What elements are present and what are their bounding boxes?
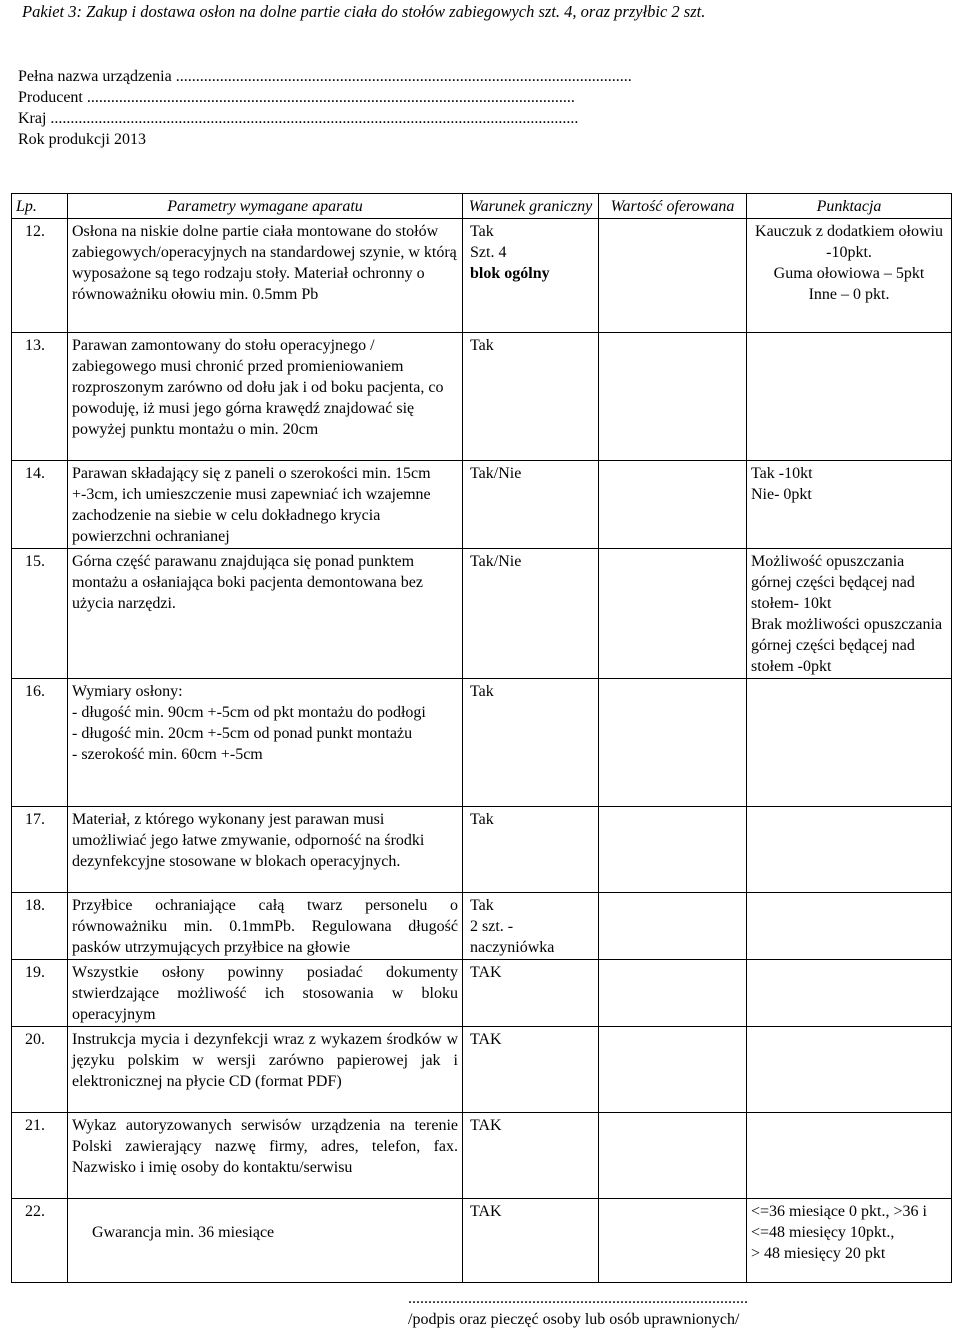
condition-value: Tak Szt. 4 xyxy=(470,223,507,261)
row-offered-value[interactable] xyxy=(599,219,747,333)
table-row xyxy=(12,960,952,1027)
condition-value: Tak xyxy=(470,683,494,700)
row-score xyxy=(747,333,952,461)
row-condition xyxy=(463,1199,599,1283)
table-row xyxy=(12,807,952,893)
device-name-line: Pełna nazwa urządzenia .................................................................................................................. xyxy=(18,68,632,85)
table-row xyxy=(12,679,952,807)
row-condition xyxy=(463,679,599,807)
row-score: Możliwość opuszczania górnej części będącej nad stołem- 10kt Brak możliwości opuszczania górnej części będącej nad stołem -0pkt xyxy=(747,549,952,679)
condition-value: Tak/Nie xyxy=(470,465,522,482)
condition-value: TAK xyxy=(470,1117,502,1134)
header-condition: Warunek graniczny xyxy=(463,194,599,219)
device-info xyxy=(18,66,878,150)
condition-value: Tak 2 szt. - naczyniówka xyxy=(470,897,555,956)
table-row xyxy=(12,219,952,333)
row-condition xyxy=(463,333,599,461)
production-year-line: Rok produkcji 2013 xyxy=(18,131,146,148)
row-offered-value[interactable] xyxy=(599,960,747,1027)
table-row xyxy=(12,461,952,549)
row-offered-value[interactable] xyxy=(599,893,747,960)
row-parameter: Materiał, z którego wykonany jest parawan musi umożliwiać jego łatwe zmywanie, odporność na środki dezynfekcyjne stosowane w blokach operacyjnych. xyxy=(68,807,463,893)
condition-value: Tak xyxy=(470,337,494,354)
row-score xyxy=(747,960,952,1027)
row-number: 19. xyxy=(12,960,68,1027)
row-parameter: Wszystkie osłony powinny posiadać dokumenty stwierdzające możliwość ich stosowania w bloku operacyjnym xyxy=(68,960,463,1027)
row-condition xyxy=(463,807,599,893)
header-params: Parametry wymagane aparatu xyxy=(68,194,463,219)
row-offered-value[interactable] xyxy=(599,1027,747,1113)
row-offered-value[interactable] xyxy=(599,807,747,893)
row-parameter: Gwarancja min. 36 miesiące xyxy=(68,1199,463,1283)
row-number: 14. xyxy=(12,461,68,549)
table-row xyxy=(12,1027,952,1113)
table-body xyxy=(12,219,952,1283)
row-parameter: Wymiary osłony: - długość min. 90cm +-5cm od pkt montażu do podłogi - długość min. 20cm +-5cm od ponad punkt montażu - szerokość min. 60cm +-5cm xyxy=(68,679,463,807)
row-condition xyxy=(463,1113,599,1199)
header-score: Punktacja xyxy=(747,194,952,219)
row-condition xyxy=(463,219,599,333)
header-offered: Wartość oferowana xyxy=(599,194,747,219)
condition-value: Tak xyxy=(470,811,494,828)
table-row xyxy=(12,1199,952,1283)
condition-value: TAK xyxy=(470,964,502,981)
row-number: 20. xyxy=(12,1027,68,1113)
row-condition xyxy=(463,1027,599,1113)
table-row xyxy=(12,893,952,960)
row-number: 15. xyxy=(12,549,68,679)
condition-value: TAK xyxy=(470,1031,502,1048)
row-score xyxy=(747,1027,952,1113)
header-lp: Lp. xyxy=(12,194,68,219)
row-offered-value[interactable] xyxy=(599,333,747,461)
row-parameter: Parawan składający się z paneli o szerokości min. 15cm +-3cm, ich umieszczenie musi zapewniać ich wzajemne zachodzenie na siebie w celu dokładnego krycia powierzchni ochranianej xyxy=(68,461,463,549)
table-row xyxy=(12,333,952,461)
signature-label: /podpis oraz pieczęć osoby lub osób uprawnionych/ xyxy=(408,1311,740,1328)
table-row xyxy=(12,1113,952,1199)
row-parameter: Górna część parawanu znajdująca się ponad punktem montażu a osłaniająca boki pacjenta demontowana bez użycia narzędzi. xyxy=(68,549,463,679)
row-parameter: Instrukcja mycia i dezynfekcji wraz z wykazem środków w języku polskim w wersji zarówno papierowej jak i elektronicznej na płycie CD (format PDF) xyxy=(68,1027,463,1113)
row-parameter: Przyłbice ochraniające całą twarz personelu o równoważniku min. 0.1mmPb. Regulowana długość pasków utrzymujących przyłbice na głowie xyxy=(68,893,463,960)
table-row xyxy=(12,549,952,679)
row-number: 21. xyxy=(12,1113,68,1199)
row-condition xyxy=(463,893,599,960)
signature-dots: ..................................................................................... xyxy=(408,1290,748,1307)
row-score: Tak -10kt Nie- 0pkt xyxy=(747,461,952,549)
row-number: 16. xyxy=(12,679,68,807)
row-number: 22. xyxy=(12,1199,68,1283)
row-condition xyxy=(463,549,599,679)
row-parameter: Parawan zamontowany do stołu operacyjnego / zabiegowego musi chronić przed promieniowaniem rozproszonym zarówno od dołu jak i od boku pacjenta, co powoduję, iż musi jego górna krawędź znajdować się powyżej punktu montażu o min. 20cm xyxy=(68,333,463,461)
row-number: 13. xyxy=(12,333,68,461)
country-line: Kraj .................................................................................................................................... xyxy=(18,110,579,127)
row-score: Kauczuk z dodatkiem ołowiu -10pkt. Guma ołowiowa – 5pkt Inne – 0 pkt. xyxy=(747,219,952,333)
page-title: Pakiet 3: Zakup i dostawa osłon na dolne partie ciała do stołów zabiegowych szt. 4, oraz przyłbic 2 szt. xyxy=(22,2,706,21)
row-condition xyxy=(463,461,599,549)
row-score xyxy=(747,807,952,893)
row-offered-value[interactable] xyxy=(599,461,747,549)
row-number: 18. xyxy=(12,893,68,960)
condition-value: TAK xyxy=(470,1203,502,1220)
row-score xyxy=(747,679,952,807)
row-parameter: Wykaz autoryzowanych serwisów urządzenia na terenie Polski zawierający nazwę firmy, adres, telefon, fax. Nazwisko i imię osoby do kontaktu/serwisu xyxy=(68,1113,463,1199)
row-condition xyxy=(463,960,599,1027)
row-offered-value[interactable] xyxy=(599,679,747,807)
row-parameter: Osłona na niskie dolne partie ciała montowane do stołów zabiegowych/operacyjnych na standardowej szynie, w którą wyposażone są tego rodzaju stoły. Materiał ochronny o równoważniku ołowiu min. 0.5mm Pb xyxy=(68,219,463,333)
producer-line: Producent .......................................................................................................................... xyxy=(18,89,575,106)
row-offered-value[interactable] xyxy=(599,549,747,679)
signature-block xyxy=(408,1288,808,1330)
row-score: <=36 miesiące 0 pkt., >36 i <=48 miesięcy 10pkt., > 48 miesięcy 20 pkt xyxy=(747,1199,952,1283)
row-offered-value[interactable] xyxy=(599,1199,747,1283)
row-score xyxy=(747,1113,952,1199)
condition-note: blok ogólny xyxy=(470,265,550,282)
row-offered-value[interactable] xyxy=(599,1113,747,1199)
row-number: 17. xyxy=(12,807,68,893)
row-number: 12. xyxy=(12,219,68,333)
table-header-row xyxy=(12,194,952,219)
condition-value: Tak/Nie xyxy=(470,553,522,570)
row-score xyxy=(747,893,952,960)
parameters-table xyxy=(11,193,952,1283)
